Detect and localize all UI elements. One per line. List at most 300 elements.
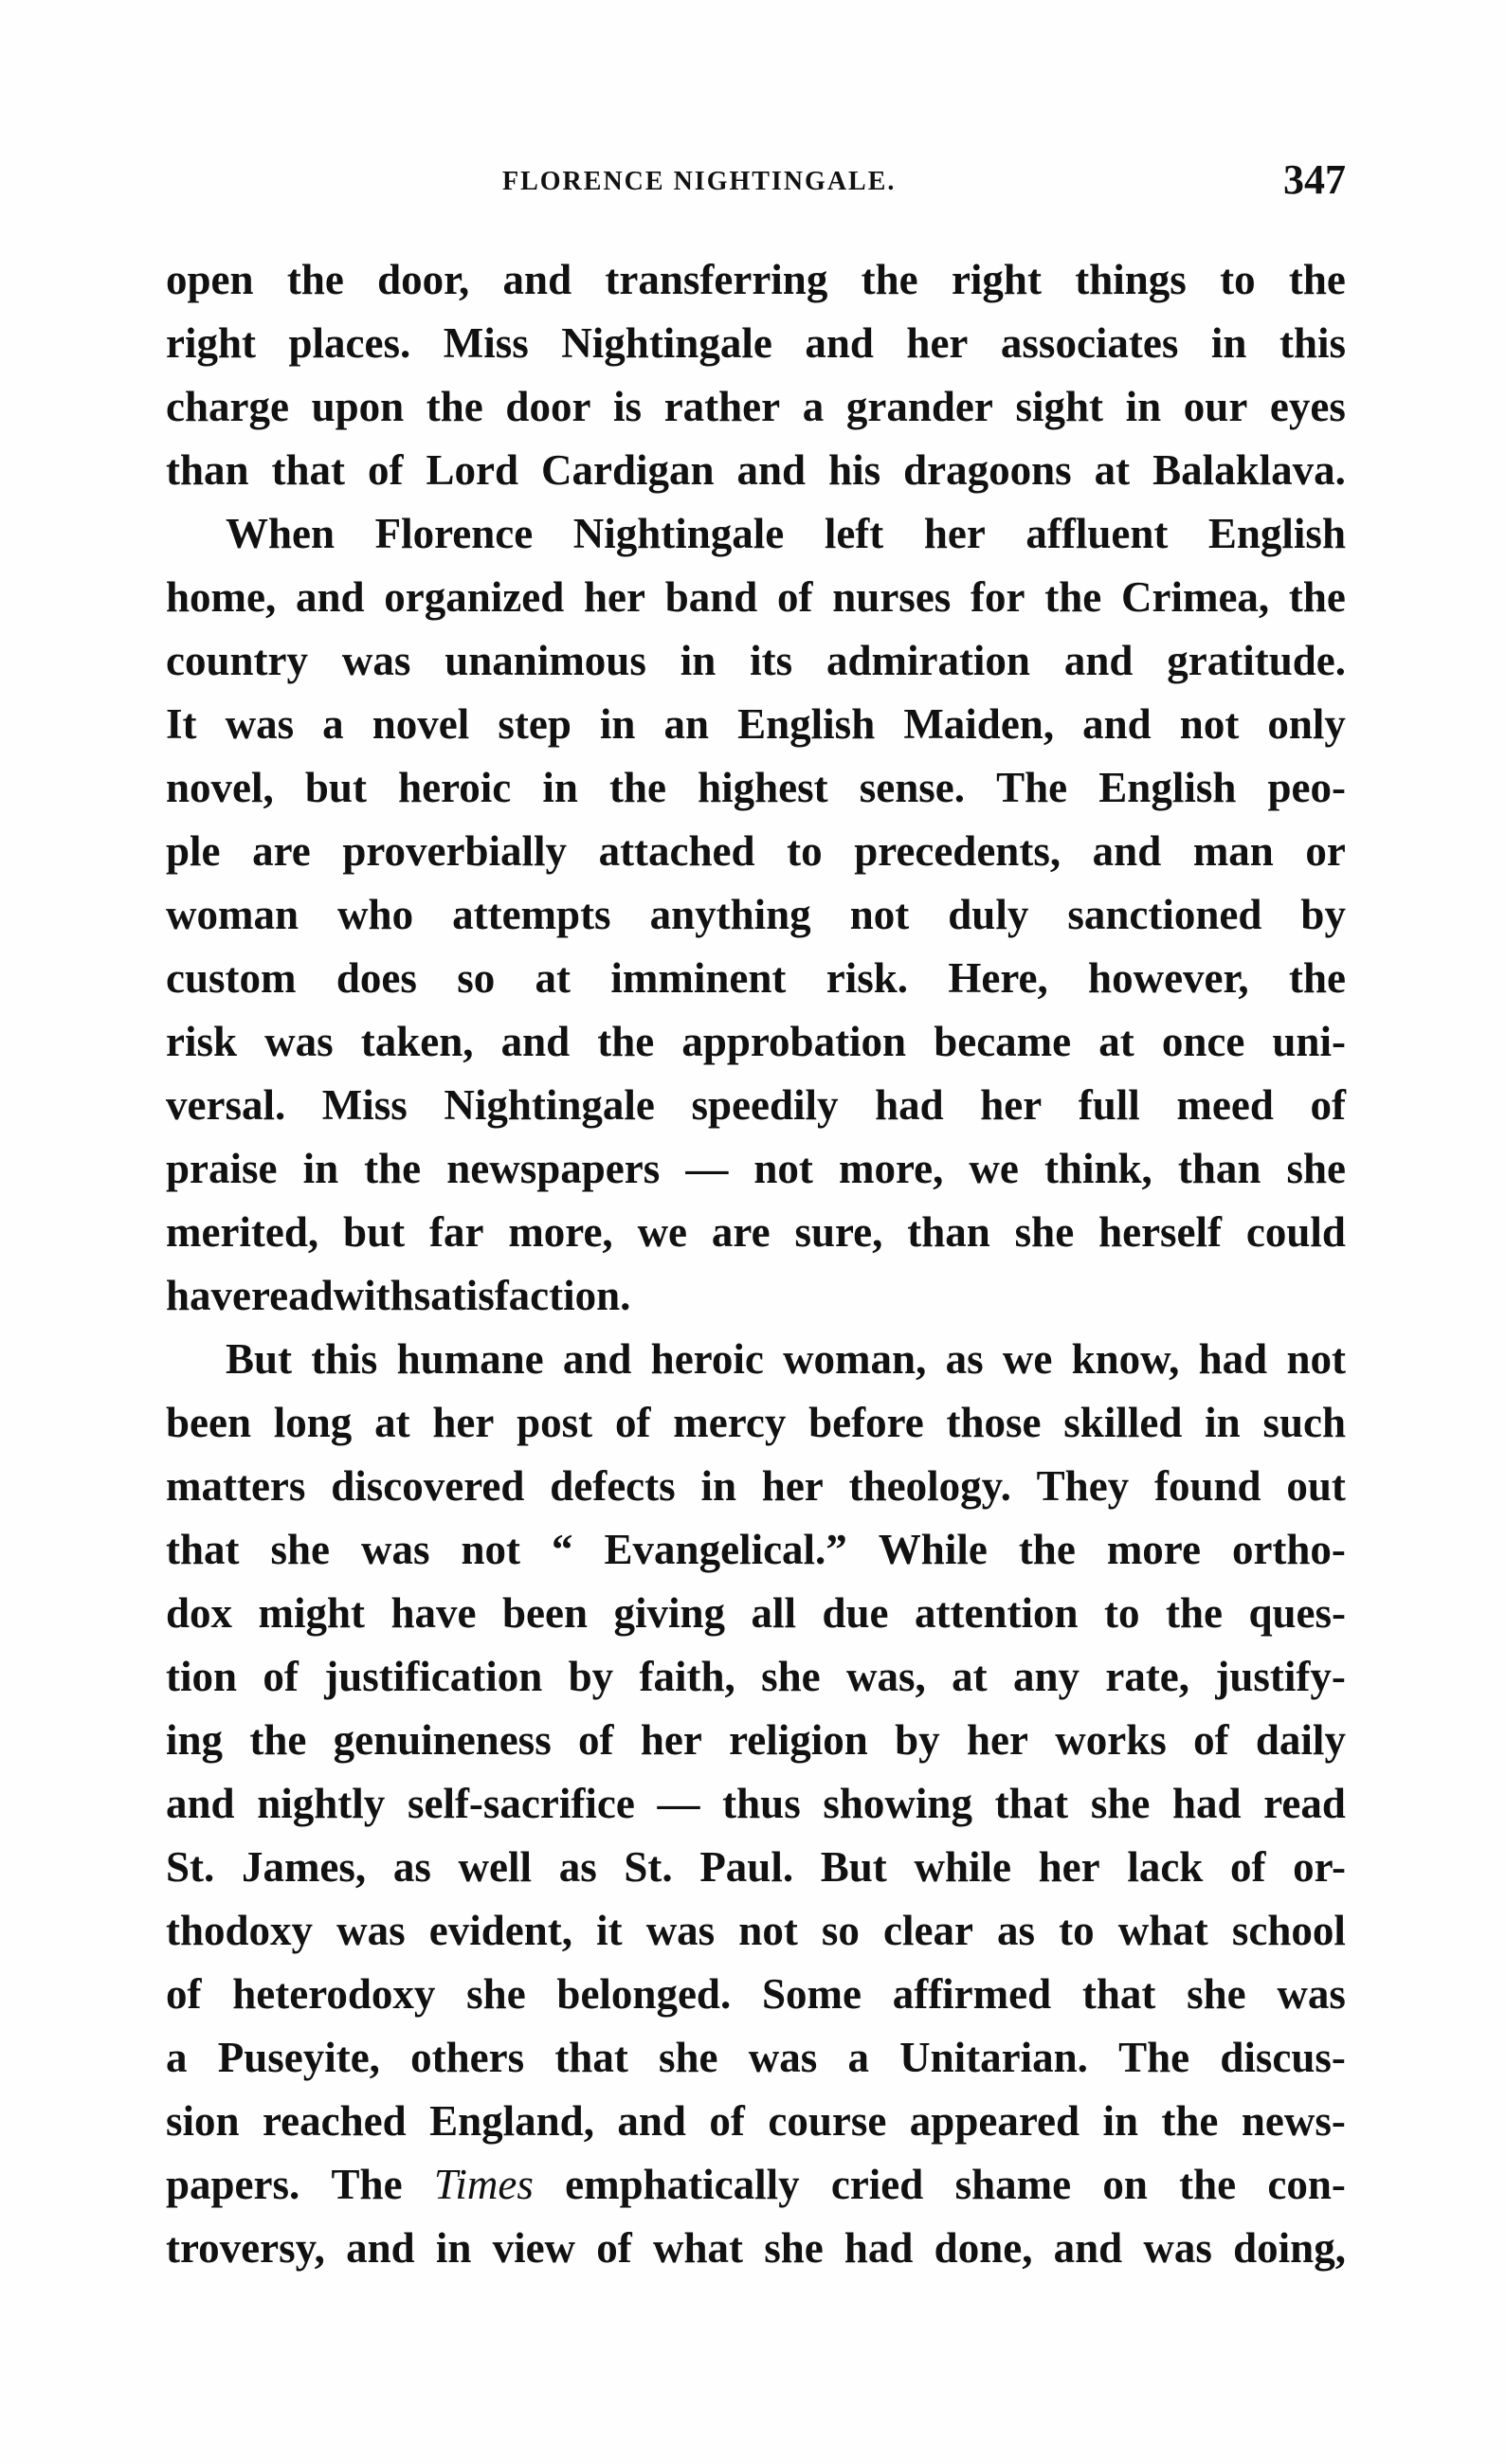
word: at (535, 954, 572, 1002)
word: others (410, 2034, 525, 2081)
word: due (822, 1589, 889, 1637)
word: self-sacrifice (407, 1780, 635, 1827)
word: and (617, 2097, 686, 2145)
word: than (1177, 1145, 1261, 1192)
word: Paul. (699, 1843, 794, 1891)
word: While (878, 1526, 988, 1573)
word: are (711, 1208, 771, 1256)
word: man (1192, 827, 1274, 875)
word: in (302, 1145, 339, 1192)
word: novel, (166, 764, 274, 811)
word: praise (166, 1145, 278, 1192)
word: a (847, 2034, 869, 2081)
word: lack (1127, 1843, 1204, 1891)
text-line (166, 756, 1346, 820)
word: by (895, 1716, 940, 1764)
word: theology. (848, 1462, 1011, 1510)
word: her (432, 1399, 495, 1446)
word: rate, (1105, 1653, 1190, 1700)
word: attempts (452, 891, 611, 938)
word: tion (166, 1653, 238, 1700)
word: at (374, 1399, 410, 1446)
word: and (346, 2224, 415, 2272)
word: she (1286, 1145, 1346, 1192)
word: by (1300, 891, 1346, 938)
word: the (249, 1716, 307, 1764)
word: she (761, 1653, 821, 1700)
text-line (166, 502, 1346, 566)
word: English (1207, 510, 1346, 557)
text-line (166, 1328, 1346, 1391)
word: cried (830, 2161, 924, 2208)
word: she (1014, 1208, 1075, 1256)
word: she (270, 1526, 331, 1573)
word: England, (429, 2097, 594, 2145)
word: was (1277, 1970, 1346, 2018)
word: a (802, 383, 825, 430)
word: places. (288, 319, 411, 367)
word: novel (372, 700, 470, 748)
word: affirmed (892, 1970, 1052, 2018)
word: is (613, 383, 643, 430)
text-line (166, 693, 1346, 756)
word: of (263, 1653, 299, 1700)
word: ing (166, 1716, 224, 1764)
word: her (761, 1462, 824, 1510)
word: not (738, 1907, 798, 1954)
word: but (343, 1208, 406, 1256)
word: far (428, 1208, 484, 1256)
text-line (166, 248, 1346, 312)
word: read (251, 1272, 334, 1319)
word: the (1288, 954, 1346, 1002)
word: and (166, 1780, 235, 1827)
word: and (295, 573, 365, 621)
word: Miss (443, 319, 529, 367)
word: meed (1176, 1081, 1274, 1129)
text-line (166, 1455, 1346, 1518)
word: at (1094, 446, 1131, 494)
word: sure, (794, 1208, 883, 1256)
text-line (166, 629, 1346, 693)
text-line (166, 1836, 1346, 1899)
word: know, (1071, 1335, 1180, 1383)
word: does (336, 954, 417, 1002)
word: genuineness (333, 1716, 552, 1764)
word: the (597, 1018, 655, 1065)
word: or (1305, 827, 1346, 875)
text-line (166, 883, 1346, 947)
word: of (1230, 1843, 1266, 1891)
word: to (1220, 256, 1256, 303)
word: organized (384, 573, 565, 621)
word: in (542, 764, 578, 811)
word: found (1154, 1462, 1261, 1510)
text-line (166, 439, 1346, 502)
word: grander (845, 383, 993, 430)
word: Evangelical.” (604, 1526, 847, 1573)
word: that (271, 446, 346, 494)
word: religion (729, 1716, 868, 1764)
word: it (596, 1907, 623, 1954)
word: sight (1015, 383, 1104, 430)
word: that (994, 1780, 1069, 1827)
word: to (787, 827, 823, 875)
word: not (461, 1526, 521, 1573)
word: appeared (909, 2097, 1080, 2145)
word: well (458, 1843, 533, 1891)
word: so (457, 954, 496, 1002)
word: her (1038, 1843, 1100, 1891)
word: was (645, 1907, 716, 1954)
word: Unitarian. (899, 2034, 1088, 2081)
word: that (1081, 1970, 1156, 2018)
word: — (657, 1780, 700, 1827)
word: con- (1267, 2161, 1346, 2208)
word: door (505, 383, 591, 430)
word: clear (883, 1907, 973, 1954)
word: not (849, 891, 910, 938)
word: her (980, 1081, 1043, 1129)
word: what (1117, 1907, 1208, 1954)
word: not (1179, 700, 1240, 748)
word: woman (166, 891, 299, 938)
word: those (946, 1399, 1042, 1446)
word: Here, (948, 954, 1048, 1002)
word: thus (722, 1780, 801, 1827)
word: been (501, 1589, 588, 1637)
word: matters (166, 1462, 306, 1510)
word: by (568, 1653, 614, 1700)
word: more, (508, 1208, 613, 1256)
word: the (1288, 256, 1346, 303)
word: Florence (374, 510, 534, 557)
word: But (226, 1335, 293, 1383)
word: of (777, 573, 813, 621)
word: the (1044, 573, 1102, 621)
word: was, (845, 1653, 926, 1700)
word: and (805, 319, 874, 367)
text-line (166, 2153, 1346, 2217)
word: the (1288, 573, 1346, 621)
word: think, (1043, 1145, 1152, 1192)
word: the (1179, 2161, 1237, 2208)
word: her (584, 573, 645, 621)
word: a (166, 2034, 188, 2081)
word: Some (761, 1970, 862, 2018)
word: or- (1293, 1843, 1346, 1891)
word: Miss (321, 1081, 408, 1129)
word: post (517, 1399, 593, 1446)
word: school (1231, 1907, 1346, 1954)
word: of (1193, 1716, 1229, 1764)
text-line (166, 1899, 1346, 1963)
word: open (166, 256, 254, 303)
word: dragoons (903, 446, 1072, 494)
word: home, (166, 573, 277, 621)
word: admiration (826, 637, 1030, 684)
word: once (1161, 1018, 1245, 1065)
text-line (166, 1709, 1346, 1772)
word: and (1082, 700, 1152, 748)
word: in (599, 700, 636, 748)
word: was (336, 1907, 406, 1954)
word: skilled (1063, 1399, 1183, 1446)
word: duly (948, 891, 1029, 938)
word: her (923, 510, 986, 557)
word: only (1267, 700, 1346, 748)
word: The (996, 764, 1068, 811)
word: this (1279, 319, 1346, 367)
word: she (1090, 1780, 1151, 1827)
word: evident, (428, 1907, 572, 1954)
word: St. (624, 1843, 673, 1891)
word: transferring (605, 256, 828, 303)
word: imminent (610, 954, 787, 1002)
word: justification (324, 1653, 543, 1700)
text-line (166, 1201, 1346, 1264)
word: and (1063, 637, 1134, 684)
word: eyes (1269, 383, 1346, 430)
word: of (1310, 1081, 1346, 1129)
word: discovered (331, 1462, 525, 1510)
word: of (578, 1716, 614, 1764)
word: ques- (1248, 1589, 1346, 1637)
word: was (341, 637, 411, 684)
word: precedents, (854, 827, 1061, 875)
word: but (304, 764, 367, 811)
text-line (166, 820, 1346, 883)
word: English (737, 700, 876, 748)
text-line (166, 375, 1346, 439)
word: more (1106, 1526, 1201, 1573)
word: in (1205, 1399, 1241, 1446)
word: heroic (398, 764, 512, 811)
word: that (554, 2034, 628, 2081)
word: of (368, 446, 404, 494)
word: of (614, 1399, 651, 1446)
text-line (166, 2217, 1346, 2280)
word: the (608, 764, 666, 811)
word: attached (598, 827, 755, 875)
word: ortho- (1231, 1526, 1346, 1573)
word: “ (552, 1526, 573, 1573)
word: Cardigan (541, 446, 715, 494)
word: the (1161, 2097, 1219, 2145)
word: in (700, 1462, 736, 1510)
word: heterodoxy (232, 1970, 436, 2018)
text-line (166, 1645, 1346, 1709)
word: as (997, 1907, 1036, 1954)
word: and (1053, 2224, 1123, 2272)
word: the (1018, 1526, 1076, 1573)
word: heroic (650, 1335, 764, 1383)
word: Crimea, (1120, 573, 1270, 621)
word: faith, (639, 1653, 735, 1700)
word: all (751, 1589, 797, 1637)
word: associates (1000, 319, 1179, 367)
word: a (322, 700, 344, 748)
word: band (664, 573, 758, 621)
word: Times (433, 2161, 534, 2208)
word: its (750, 637, 793, 684)
word: an (663, 700, 710, 748)
word: dox (166, 1589, 233, 1637)
word: the (861, 256, 918, 303)
word: who (337, 891, 414, 938)
word: at (1098, 1018, 1134, 1065)
word: uni- (1272, 1018, 1346, 1065)
word: things (1075, 256, 1187, 303)
text-line (166, 566, 1346, 629)
running-title: FLORENCE NIGHTINGALE. (502, 167, 897, 196)
word: while (914, 1843, 1011, 1891)
word: papers. (166, 2161, 300, 2208)
word: The (331, 2161, 403, 2208)
word: are (252, 827, 311, 875)
word: shame (954, 2161, 1072, 2208)
word: that (166, 1526, 240, 1573)
word: The (1118, 2034, 1190, 2081)
word: of (709, 2097, 745, 2145)
word: sense. (859, 764, 966, 811)
word: at (952, 1653, 988, 1700)
word: peo- (1267, 764, 1346, 811)
word: right (166, 319, 256, 367)
word: had (1198, 1335, 1268, 1383)
word: to (1059, 1907, 1095, 1954)
word: in (1102, 2097, 1138, 2145)
word: than (166, 446, 249, 494)
word: reached (263, 2097, 407, 2145)
word: have (390, 1589, 477, 1637)
word: was (225, 700, 295, 748)
word: humane (396, 1335, 544, 1383)
word: defects (550, 1462, 676, 1510)
word: Maiden, (903, 700, 1055, 748)
word: St. (166, 1843, 215, 1891)
word: the (364, 1145, 422, 1192)
word: speedily (691, 1081, 839, 1129)
word: full (1078, 1081, 1140, 1129)
word: attention (915, 1589, 1079, 1637)
word: newspapers (446, 1145, 661, 1192)
word: It (166, 700, 197, 748)
body-text (166, 248, 1346, 2333)
word: They (1036, 1462, 1130, 1510)
word: she (764, 2224, 824, 2272)
word: as (945, 1335, 984, 1383)
word: anything (649, 891, 811, 938)
word: approbation (681, 1018, 907, 1065)
word: unanimous (445, 637, 646, 684)
word: in (680, 637, 717, 684)
word: rather (663, 383, 781, 430)
word: woman, (783, 1335, 927, 1383)
word: door, (377, 256, 470, 303)
running-head (171, 156, 1346, 226)
word: sion (166, 2097, 240, 2145)
word: Puseyite, (217, 2034, 380, 2081)
word: When (226, 510, 336, 557)
word: she (1187, 1970, 1246, 2018)
word: troversy, (166, 2224, 325, 2272)
word: was (1143, 2224, 1212, 2272)
word: nurses (832, 573, 952, 621)
word: our (1183, 383, 1248, 430)
text-line (166, 1391, 1346, 1455)
word: however, (1088, 954, 1249, 1002)
word: and (1092, 827, 1162, 875)
word: risk (166, 1018, 238, 1065)
word: what (652, 2224, 743, 2272)
word: right (951, 256, 1042, 303)
word: this (311, 1335, 378, 1383)
word: thodoxy (166, 1907, 314, 1954)
text-line (166, 1137, 1346, 1201)
word: merited, (166, 1208, 319, 1256)
word: on (1102, 2161, 1148, 2208)
word: had (844, 2224, 914, 2272)
page-number: 347 (1283, 156, 1346, 203)
word: not (1286, 1335, 1346, 1383)
word: belonged. (556, 1970, 732, 2018)
word: nightly (257, 1780, 386, 1827)
word: was (748, 2034, 818, 2081)
word: satisfaction. (413, 1272, 631, 1319)
word: as (558, 1843, 597, 1891)
word: not (753, 1145, 813, 1192)
text-line (166, 1518, 1346, 1582)
word: proverbially (342, 827, 567, 875)
word: English (1098, 764, 1237, 811)
word: was (264, 1018, 334, 1065)
word: out (1286, 1462, 1346, 1510)
word: — (685, 1145, 729, 1192)
text-line (166, 1582, 1346, 1645)
text-line (166, 947, 1346, 1010)
word: country (166, 637, 308, 684)
word: custom (166, 954, 297, 1002)
word: step (498, 700, 572, 748)
word: so (821, 1907, 860, 1954)
text-line (166, 1264, 1346, 1328)
word: with (333, 1272, 414, 1319)
word: daily (1255, 1716, 1346, 1764)
word: emphatically (565, 2161, 800, 2208)
word: read (1263, 1780, 1346, 1827)
word: news- (1241, 2097, 1346, 2145)
word: Nightingale (561, 319, 772, 367)
word: we (969, 1145, 1019, 1192)
word: doing, (1233, 2224, 1346, 2272)
word: and (502, 256, 572, 303)
text-line (166, 1010, 1346, 1074)
word: charge (166, 383, 289, 430)
word: his (828, 446, 881, 494)
word: her (966, 1716, 1028, 1764)
word: she (466, 1970, 526, 2018)
word: discus- (1220, 2034, 1346, 2081)
word: view (492, 2224, 576, 2272)
word: James, (241, 1843, 367, 1891)
word: showing (823, 1780, 972, 1827)
word: in (1125, 383, 1162, 430)
word: course (768, 2097, 887, 2145)
word: done, (934, 2224, 1033, 2272)
word: Nightingale (572, 510, 785, 557)
word: the (1165, 1589, 1223, 1637)
